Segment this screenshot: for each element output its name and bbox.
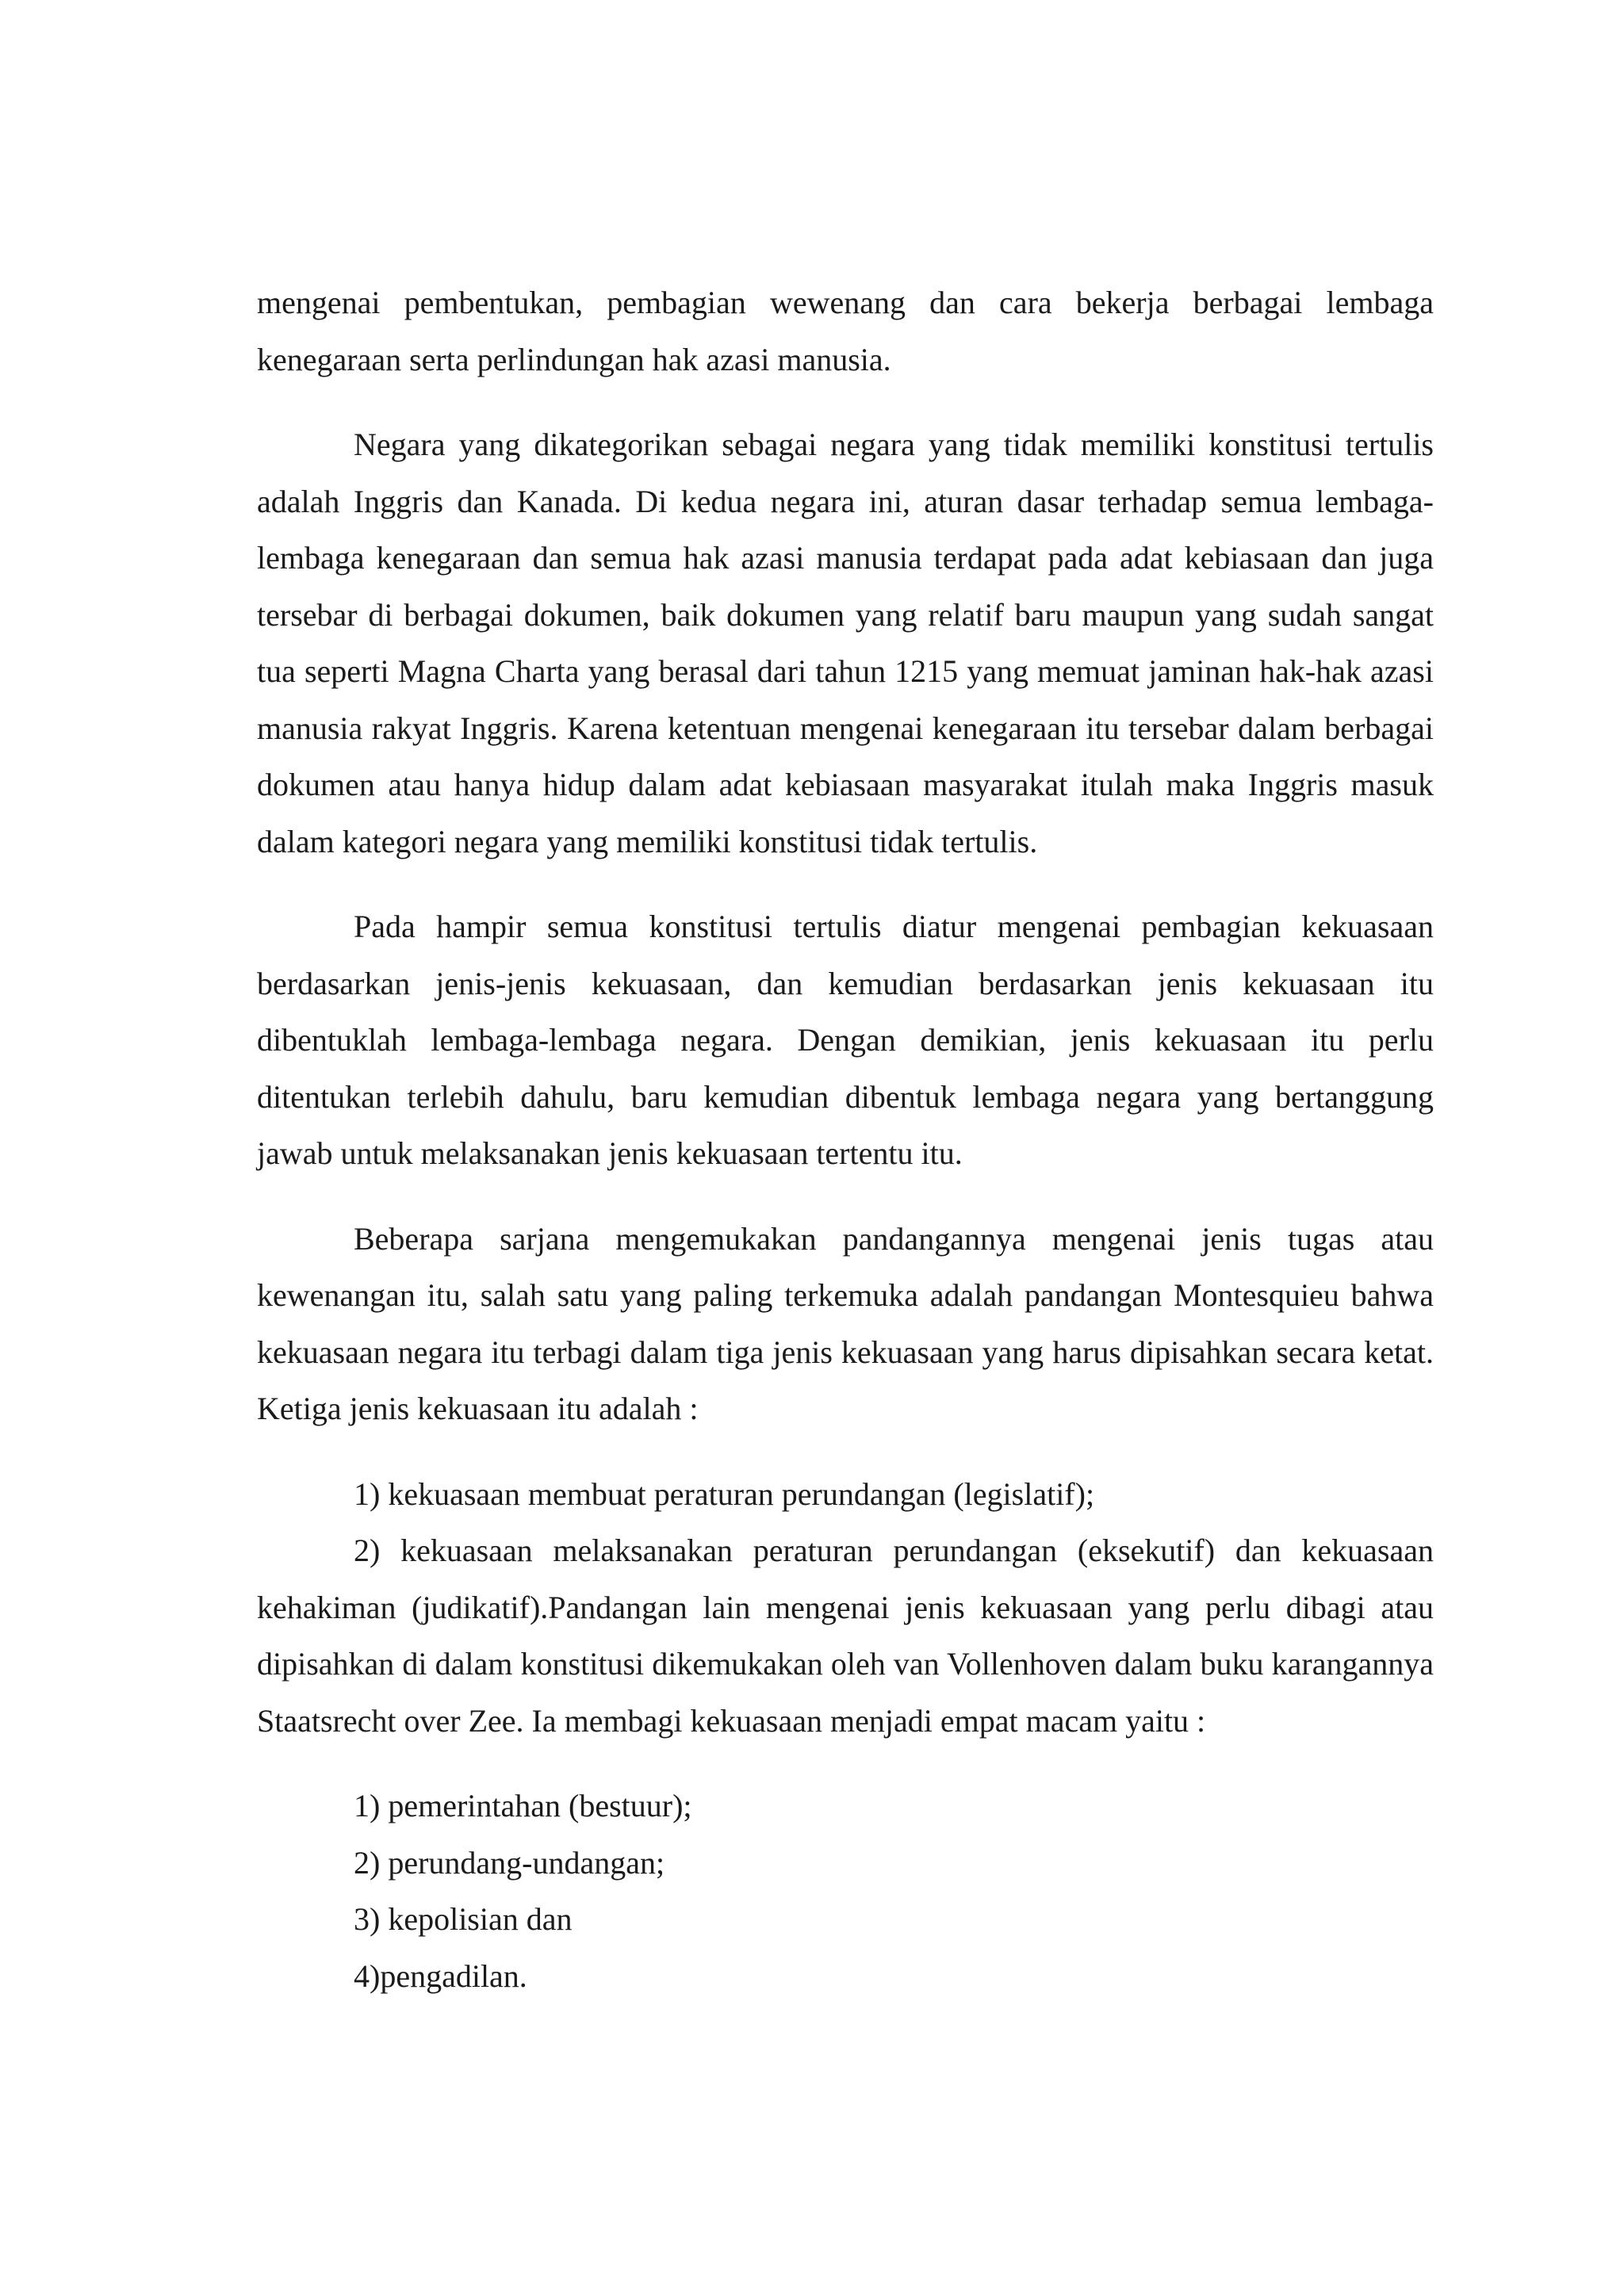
list-item: 4)pengadilan. [354, 1957, 527, 1994]
document-body [257, 274, 1434, 2004]
paragraph-vollenhoven: 2) kekuasaan melaksanakan peraturan perundangan (eksekutif) dan kekuasaan kehakiman (judikatif).Pandangan lain mengenai jenis kekuasaan yang perlu dibagi atau dipisahkan di dalam konstitusi dikemukakan oleh van Vollenhoven dalam buku karangannya Staatsrecht over Zee. Ia membagi kekuasaan menjadi empat macam yaitu : [257, 1533, 1434, 1739]
montesquieu-powers-list [257, 1466, 1434, 1523]
list-item: 1) kekuasaan membuat peraturan perundangan (legislatif); [354, 1475, 1095, 1512]
paragraph-power-division: Pada hampir semua konstitusi tertulis diatur mengenai pembagian kekuasaan berdasarkan jenis-jenis kekuasaan, dan kemudian berdasarkan jenis kekuasaan itu dibentuklah lembaga-lembaga negara. Dengan demikian, jenis kekuasaan itu perlu ditentukan terlebih dahulu, baru kemudian dibentuk lembaga negara yang bertanggung jawab untuk melaksanakan jenis kekuasaan tertentu itu. [257, 909, 1434, 1171]
list-item: 1) pemerintahan (bestuur); [354, 1788, 692, 1823]
paragraph-montesquieu: Beberapa sarjana mengemukakan pandangannya mengenai jenis tugas atau kewenangan itu, salah satu yang paling terkemuka adalah pandangan Montesquieu bahwa kekuasaan negara itu terbagi dalam tiga jenis kekuasaan yang harus dipisahkan secara ketat. Ketiga jenis kekuasaan itu adalah : [257, 1220, 1434, 1426]
vollenhoven-powers-list [257, 1777, 1434, 2004]
paragraph-unwritten-constitution: Negara yang dikategorikan sebagai negara yang tidak memiliki konstitusi tertulis adalah Inggris dan Kanada. Di kedua negara ini, aturan dasar terhadap semua lembaga-lembaga kenegaraan dan semua hak azasi manusia terdapat pada adat kebiasaan dan juga tersebar di berbagai dokumen, baik dokumen yang relatif baru maupun yang sudah sangat tua seperti Magna Charta yang berasal dari tahun 1215 yang memuat jaminan hak-hak azasi manusia rakyat Inggris. Karena ketentuan mengenai kenegaraan itu tersebar dalam berbagai dokumen atau hanya hidup dalam adat kebiasaan masyarakat itulah maka Inggris masuk dalam kategori negara yang memiliki konstitusi tidak tertulis. [257, 427, 1434, 859]
list-item: 3) kepolisian dan [354, 1901, 573, 1937]
paragraph-intro: mengenai pembentukan, pembagian wewenang dan cara bekerja berbagai lembaga kenegaraan serta perlindungan hak azasi manusia. [257, 285, 1434, 377]
list-item: 2) perundang-undangan; [354, 1844, 665, 1881]
